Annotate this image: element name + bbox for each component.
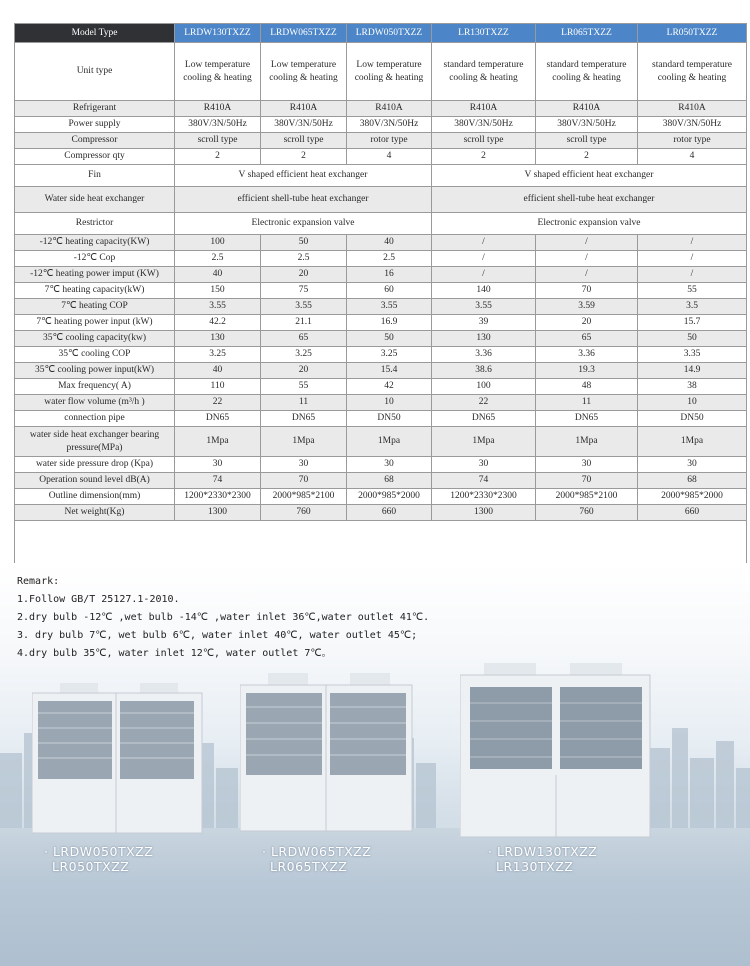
table-cell: 130	[432, 331, 536, 347]
table-cell: 50	[347, 331, 432, 347]
table-cell: 75	[261, 283, 347, 299]
table-cell: 2.5	[347, 251, 432, 267]
table-cell: standard temperature cooling & heating	[432, 43, 536, 101]
column-header: LR065TXZZ	[536, 24, 638, 43]
table-row	[15, 283, 747, 299]
row-label: Unit type	[15, 43, 175, 101]
table-cell: 2000*985*2100	[536, 489, 638, 505]
row-label: 35℃ cooling power input(kW)	[15, 363, 175, 379]
table-cell: 100	[432, 379, 536, 395]
row-label: water flow volume (m³/h )	[15, 395, 175, 411]
table-row	[15, 101, 747, 117]
row-label: 7℃ heating capacity(kW)	[15, 283, 175, 299]
table-cell: 2000*985*2000	[347, 489, 432, 505]
row-label: Outline dimension(mm)	[15, 489, 175, 505]
table-cell: 22	[432, 395, 536, 411]
table-cell: R410A	[432, 101, 536, 117]
table-cell: 16	[347, 267, 432, 283]
table-cell: rotor type	[638, 133, 747, 149]
table-cell: R410A	[175, 101, 261, 117]
merged-cell: efficient shell-tube heat exchanger	[175, 187, 432, 213]
table-cell: 16.9	[347, 315, 432, 331]
table-cell: 55	[638, 283, 747, 299]
table-cell: 2000*985*2000	[638, 489, 747, 505]
caption-model: LR065TXZZ	[270, 859, 348, 874]
row-label: Net weight(Kg)	[15, 505, 175, 521]
table-cell: 70	[536, 473, 638, 489]
table-cell: 38.6	[432, 363, 536, 379]
table-cell: 30	[175, 457, 261, 473]
table-cell: DN65	[432, 411, 536, 427]
table-cell: 20	[261, 363, 347, 379]
table-cell: DN65	[175, 411, 261, 427]
table-cell: 60	[347, 283, 432, 299]
table-cell: scroll type	[261, 133, 347, 149]
table-cell: 2.5	[261, 251, 347, 267]
unit-image-lrdw130	[460, 663, 656, 839]
table-cell: 40	[175, 363, 261, 379]
table-cell: 42.2	[175, 315, 261, 331]
merged-cell: V shaped efficient heat exchanger	[432, 165, 747, 187]
table-cell: 150	[175, 283, 261, 299]
table-cell: 760	[261, 505, 347, 521]
table-cell: 65	[261, 331, 347, 347]
row-label: water side pressure drop (Kpa)	[15, 457, 175, 473]
row-label: Compressor qty	[15, 149, 175, 165]
table-cell: 10	[638, 395, 747, 411]
table-cell: 1300	[432, 505, 536, 521]
table-cell: 3.55	[347, 299, 432, 315]
table-cell: /	[536, 267, 638, 283]
caption-lrdw050	[44, 844, 153, 874]
table-cell: 55	[261, 379, 347, 395]
table-cell: 140	[432, 283, 536, 299]
row-label: 7℃ heating COP	[15, 299, 175, 315]
table-row	[15, 347, 747, 363]
table-row	[15, 457, 747, 473]
table-cell: 1Mpa	[432, 427, 536, 457]
table-cell: 30	[432, 457, 536, 473]
table-cell: scroll type	[536, 133, 638, 149]
column-header: LRDW065TXZZ	[261, 24, 347, 43]
table-cell: 48	[536, 379, 638, 395]
table-cell: 3.36	[536, 347, 638, 363]
table-row	[15, 505, 747, 521]
table-cell: R410A	[536, 101, 638, 117]
table-cell: 380V/3N/50Hz	[536, 117, 638, 133]
remark-line: 4.dry bulb 35℃, water inlet 12℃, water outlet 7℃。	[17, 648, 332, 659]
table-cell: 380V/3N/50Hz	[638, 117, 747, 133]
table-cell: 70	[261, 473, 347, 489]
table-cell: 2.5	[175, 251, 261, 267]
table-row	[15, 315, 747, 331]
row-label: Restrictor	[15, 213, 175, 235]
row-label: Water side heat exchanger	[15, 187, 175, 213]
table-cell: 380V/3N/50Hz	[261, 117, 347, 133]
table-cell: 2000*985*2100	[261, 489, 347, 505]
table-cell: 30	[638, 457, 747, 473]
table-row	[15, 473, 747, 489]
table-row	[15, 299, 747, 315]
table-row	[15, 149, 747, 165]
table-cell: DN50	[347, 411, 432, 427]
row-label: Max frequency( A)	[15, 379, 175, 395]
row-label: -12℃ heating capacity(KW)	[15, 235, 175, 251]
table-cell: scroll type	[175, 133, 261, 149]
table-cell: 42	[347, 379, 432, 395]
table-cell: 39	[432, 315, 536, 331]
column-header: LR050TXZZ	[638, 24, 747, 43]
table-cell: 50	[261, 235, 347, 251]
table-cell: 3.59	[536, 299, 638, 315]
table-cell: 20	[261, 267, 347, 283]
table-row	[15, 24, 747, 43]
table-cell: R410A	[347, 101, 432, 117]
table-row	[15, 117, 747, 133]
table-cell: /	[536, 251, 638, 267]
table-cell: /	[638, 267, 747, 283]
table-cell: rotor type	[347, 133, 432, 149]
table-cell: 10	[347, 395, 432, 411]
table-cell: 1200*2330*2300	[175, 489, 261, 505]
table-cell: 3.55	[175, 299, 261, 315]
row-label: Power supply	[15, 117, 175, 133]
table-cell: /	[638, 235, 747, 251]
table-row	[15, 235, 747, 251]
column-header: LR130TXZZ	[432, 24, 536, 43]
table-cell: 65	[536, 331, 638, 347]
table-row	[15, 395, 747, 411]
remark-line: 2.dry bulb -12℃ ,wet bulb -14℃ ,water inlet 36℃,water outlet 41℃.	[17, 612, 430, 623]
table-cell: 40	[347, 235, 432, 251]
table-cell: 70	[536, 283, 638, 299]
table-cell: 2	[175, 149, 261, 165]
table-cell: /	[432, 235, 536, 251]
table-cell: 4	[638, 149, 747, 165]
table-row	[15, 411, 747, 427]
table-cell: 1Mpa	[347, 427, 432, 457]
table-cell: 30	[536, 457, 638, 473]
table-row	[15, 363, 747, 379]
merged-cell: efficient shell-tube heat exchanger	[432, 187, 747, 213]
row-label: Fin	[15, 165, 175, 187]
table-cell: 1Mpa	[536, 427, 638, 457]
table-cell: /	[432, 251, 536, 267]
remark-line: 1.Follow GB/T 25127.1-2010.	[17, 594, 180, 605]
table-cell: R410A	[638, 101, 747, 117]
table-cell: 380V/3N/50Hz	[432, 117, 536, 133]
table-cell: /	[536, 235, 638, 251]
table-row	[15, 267, 747, 283]
table-cell: 3.25	[347, 347, 432, 363]
table-cell: 2	[261, 149, 347, 165]
row-label: -12℃ heating power imput (KW)	[15, 267, 175, 283]
table-cell: scroll type	[432, 133, 536, 149]
table-cell: standard temperature cooling & heating	[638, 43, 747, 101]
table-row	[15, 213, 747, 235]
table-cell: 22	[175, 395, 261, 411]
remark-title: Remark:	[17, 576, 60, 587]
table-cell: 110	[175, 379, 261, 395]
table-cell: 3.25	[261, 347, 347, 363]
table-row	[15, 251, 747, 267]
table-cell: 1Mpa	[261, 427, 347, 457]
table-row	[15, 187, 747, 213]
table-cell: 2	[536, 149, 638, 165]
row-label: Compressor	[15, 133, 175, 149]
table-cell: 74	[432, 473, 536, 489]
table-cell: 2	[432, 149, 536, 165]
table-cell: 40	[175, 267, 261, 283]
table-cell: 660	[638, 505, 747, 521]
table-cell: 38	[638, 379, 747, 395]
table-cell: Low temperature cooling & heating	[261, 43, 347, 101]
spec-table	[14, 23, 747, 570]
table-cell: 130	[175, 331, 261, 347]
table-cell: 19.3	[536, 363, 638, 379]
table-cell: 380V/3N/50Hz	[347, 117, 432, 133]
table-cell: DN65	[536, 411, 638, 427]
table-cell: DN50	[638, 411, 747, 427]
column-header: LRDW130TXZZ	[175, 24, 261, 43]
table-cell: 30	[347, 457, 432, 473]
table-row	[15, 489, 747, 505]
table-cell: DN65	[261, 411, 347, 427]
row-label: Refrigerant	[15, 101, 175, 117]
row-label: water side heat exchanger bearing pressure(MPa)	[15, 427, 175, 457]
row-label: connection pipe	[15, 411, 175, 427]
row-label: 7℃ heating power input (kW)	[15, 315, 175, 331]
row-label: 35℃ cooling capacity(kw)	[15, 331, 175, 347]
table-cell: 3.55	[432, 299, 536, 315]
row-label: Operation sound level dB(A)	[15, 473, 175, 489]
table-cell: 660	[347, 505, 432, 521]
caption-model: · LRDW050TXZZ	[44, 844, 154, 859]
unit-image-lrdw050	[32, 683, 210, 835]
table-cell: 3.55	[261, 299, 347, 315]
table-cell: /	[638, 251, 747, 267]
caption-model: · LRDW130TXZZ	[488, 844, 598, 859]
table-cell: 30	[261, 457, 347, 473]
table-row	[15, 165, 747, 187]
row-label: 35℃ cooling COP	[15, 347, 175, 363]
table-cell: R410A	[261, 101, 347, 117]
merged-cell: V shaped efficient heat exchanger	[175, 165, 432, 187]
table-cell: 50	[638, 331, 747, 347]
table-cell: 68	[347, 473, 432, 489]
table-cell: 14.9	[638, 363, 747, 379]
header-label: Model Type	[15, 24, 175, 43]
table-cell: standard temperature cooling & heating	[536, 43, 638, 101]
table-row	[15, 331, 747, 347]
table-cell: 3.35	[638, 347, 747, 363]
table-row	[15, 427, 747, 457]
table-cell: 15.4	[347, 363, 432, 379]
table-cell: 21.1	[261, 315, 347, 331]
table-cell: 20	[536, 315, 638, 331]
table-cell: 11	[536, 395, 638, 411]
table-cell: 100	[175, 235, 261, 251]
remark-block	[17, 573, 429, 663]
table-cell: 1300	[175, 505, 261, 521]
caption-model: LR130TXZZ	[496, 859, 574, 874]
caption-lrdw130	[488, 844, 597, 874]
table-cell: 3.25	[175, 347, 261, 363]
table-cell: 11	[261, 395, 347, 411]
table-cell: 1Mpa	[638, 427, 747, 457]
table-row	[15, 43, 747, 101]
table-cell: 3.36	[432, 347, 536, 363]
table-cell: Low temperature cooling & heating	[347, 43, 432, 101]
table-cell: 760	[536, 505, 638, 521]
unit-image-lrdw065	[240, 673, 420, 833]
table-row	[15, 133, 747, 149]
table-cell: 15.7	[638, 315, 747, 331]
table-cell: 1200*2330*2300	[432, 489, 536, 505]
table-cell: 4	[347, 149, 432, 165]
table-row	[15, 379, 747, 395]
merged-cell: Electronic expansion valve	[175, 213, 432, 235]
merged-cell: Electronic expansion valve	[432, 213, 747, 235]
table-cell: 3.5	[638, 299, 747, 315]
caption-model: · LRDW065TXZZ	[262, 844, 372, 859]
caption-lrdw065	[262, 844, 371, 874]
row-label: -12℃ Cop	[15, 251, 175, 267]
table-cell: 74	[175, 473, 261, 489]
remark-line: 3. dry bulb 7℃, wet bulb 6℃, water inlet 40℃, water outlet 45℃;	[17, 630, 418, 641]
table-cell: 1Mpa	[175, 427, 261, 457]
table-cell: 68	[638, 473, 747, 489]
table-cell: 380V/3N/50Hz	[175, 117, 261, 133]
caption-model: LR050TXZZ	[52, 859, 130, 874]
table-cell: /	[432, 267, 536, 283]
table-cell: Low temperature cooling & heating	[175, 43, 261, 101]
column-header: LRDW050TXZZ	[347, 24, 432, 43]
